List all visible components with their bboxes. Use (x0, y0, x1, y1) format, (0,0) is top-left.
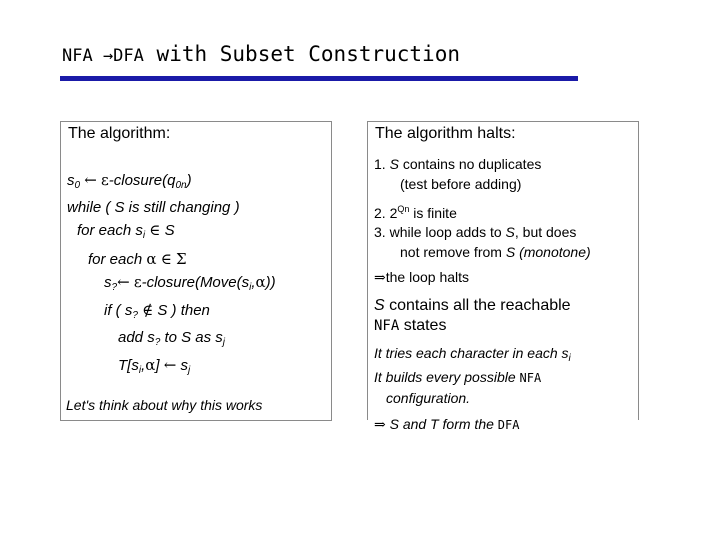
code-line-6 (67, 299, 276, 327)
halt-reason-1 (374, 155, 541, 194)
code-token: ) (186, 172, 192, 189)
list-number: 3. (374, 224, 386, 240)
left-arrow-symbol: ← (117, 272, 130, 291)
explanation-text: It builds every possible (374, 369, 516, 385)
code-token: ] (155, 357, 160, 375)
builds-line (374, 368, 541, 408)
code-subscript: ? (154, 337, 161, 349)
claim-text: states (403, 316, 447, 334)
left-arrow-symbol: ← (163, 356, 177, 375)
element-of-symbol: ∈ (149, 221, 161, 240)
not-element-of-symbol: ∉ (142, 301, 154, 320)
halt-reason-2 (374, 200, 457, 224)
set-s-token: S (389, 156, 399, 172)
set-s-token: S (505, 243, 516, 260)
conclusion-text: the loop halts (385, 269, 470, 285)
code-token: )) (265, 273, 276, 291)
title-prefix: NFA →DFA (62, 46, 144, 66)
power-base: 2 (389, 205, 398, 221)
loop-halts-conclusion (374, 268, 469, 289)
page-title (62, 42, 460, 66)
epsilon-symbol: ε (133, 272, 142, 291)
code-token: to S as s (164, 329, 223, 347)
final-conclusion (374, 415, 519, 436)
list-number: 2. (374, 205, 386, 221)
set-s-token: S (505, 224, 515, 240)
code-subscript: 0n (175, 180, 187, 191)
algorithm-note: Let's think about why this works (66, 397, 263, 413)
list-text-continued: (monotone) (519, 243, 591, 260)
code-line-8 (67, 354, 276, 382)
list-text-continued: not remove from (400, 243, 502, 260)
implies-icon: ⇒ (374, 417, 386, 433)
tries-line (374, 344, 571, 369)
code-token: S (164, 222, 175, 240)
list-text-continued: (test before adding) (400, 175, 522, 192)
code-subscript: ? (132, 310, 138, 322)
code-subscript: i (249, 281, 252, 293)
list-number: 1. (374, 156, 386, 172)
code-token: if ( s (104, 302, 133, 320)
code-token: , (251, 273, 256, 291)
left-arrow-symbol: ← (84, 171, 97, 189)
halting-panel (367, 121, 639, 433)
set-s-token: S (374, 297, 385, 314)
conclusion-text: S and T form the (389, 416, 494, 432)
explanation-text-continued: configuration. (386, 389, 471, 406)
code-line-2: while ( S is still changing ) (67, 199, 240, 217)
epsilon-symbol: ε (100, 171, 109, 189)
code-token: s (180, 357, 188, 375)
reachability-claim (374, 296, 571, 336)
sigma-symbol: Σ (175, 249, 187, 268)
list-text: is finite (413, 205, 457, 221)
code-line-5 (67, 271, 276, 299)
code-token: for each (88, 250, 143, 268)
title-main: with Subset Construction (156, 42, 460, 66)
dfa-token: DFA (497, 418, 520, 432)
code-line-1 (67, 169, 276, 197)
code-subscript: 0 (74, 180, 81, 191)
halting-heading: The algorithm halts: (375, 125, 516, 142)
list-text: , but does (514, 224, 577, 240)
code-subscript: i (142, 230, 146, 242)
alpha-symbol: α (255, 272, 266, 291)
code-subscript: i (568, 353, 571, 364)
code-line-4 (67, 248, 276, 271)
code-line-7 (67, 327, 276, 354)
code-token: add s (118, 329, 155, 347)
nfa-token: NFA (519, 371, 542, 385)
code-line-3 (67, 219, 276, 247)
algorithm-heading: The algorithm: (68, 125, 171, 142)
code-token: T[s (118, 357, 139, 375)
algorithm-code (67, 169, 276, 383)
code-token: s (104, 273, 112, 291)
element-of-symbol: ∈ (160, 249, 172, 268)
implies-icon: ⇒ (374, 270, 386, 286)
code-token: s (67, 172, 75, 189)
code-token: S ) then (157, 302, 210, 320)
code-token: -closure(q (108, 172, 176, 189)
claim-text: contains all the reachable (389, 297, 571, 314)
algorithm-panel (60, 121, 332, 421)
code-subscript: ? (111, 281, 118, 293)
code-token: for each s (77, 222, 143, 240)
explanation-text: It tries each character in each s (374, 345, 569, 361)
code-subscript: j (187, 365, 191, 377)
title-underline (60, 76, 578, 81)
code-subscript: i (138, 365, 142, 377)
nfa-token: NFA (374, 317, 400, 334)
power-exponent: Qn (397, 204, 410, 214)
alpha-symbol: α (145, 356, 156, 375)
code-token: -closure(Move(s (141, 273, 250, 291)
code-subscript: j (222, 337, 226, 349)
alpha-symbol: α (146, 249, 157, 268)
list-text: while loop adds to (389, 224, 502, 240)
code-token: , (141, 357, 146, 375)
list-text: contains no duplicates (402, 156, 542, 172)
halt-reason-3 (374, 223, 591, 262)
